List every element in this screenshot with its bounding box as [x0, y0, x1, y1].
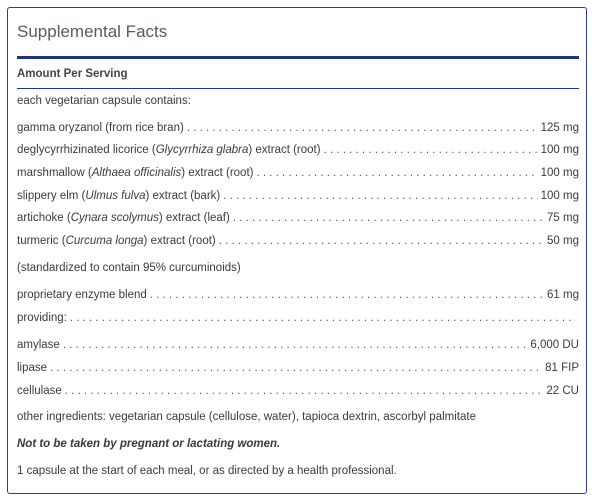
leader-dots	[150, 288, 544, 302]
panel-title: Supplemental Facts	[17, 22, 168, 41]
enzyme-row	[17, 361, 579, 375]
leader-dots	[63, 338, 528, 352]
leader-dots	[223, 189, 537, 203]
ingredient-name: turmeric (Curcuma longa) extract (root)	[17, 235, 216, 247]
ingredient-row	[17, 189, 579, 203]
leader-dots	[233, 211, 544, 225]
leader-dots	[256, 166, 537, 180]
ingredient-row	[17, 166, 579, 180]
enzyme-blend-amount: 61 mg	[547, 289, 579, 301]
enzyme-amount: 22 CU	[546, 385, 579, 397]
title-divider	[17, 56, 579, 59]
enzyme-amount: 6,000 DU	[530, 339, 579, 351]
ingredient-name: deglycyrrhizinated licorice (Glycyrrhiza glabra) extract (root)	[17, 144, 321, 156]
enzyme-amount: 81 FIP	[545, 362, 579, 374]
pregnancy-warning: Not to be taken by pregnant or lactating women.	[17, 438, 281, 450]
enzyme-name: lipase	[17, 362, 48, 374]
enzyme-row	[17, 384, 579, 398]
ingredient-name: artichoke (Cynara scolymus) extract (leaf)	[17, 212, 230, 224]
supplement-facts-panel	[7, 7, 587, 494]
providing-row	[17, 311, 579, 325]
ingredient-amount: 50 mg	[547, 235, 579, 247]
other-ingredients: other ingredients: vegetarian capsule (cellulose, water), tapioca dextrin, ascorbyl palmitate	[17, 411, 476, 423]
enzyme-blend-row	[17, 288, 579, 302]
ingredient-row	[17, 143, 579, 157]
ingredient-amount: 100 mg	[540, 144, 579, 156]
directions: 1 capsule at the start of each meal, or as directed by a health professional.	[17, 465, 397, 477]
header-divider	[17, 88, 579, 89]
leader-dots	[70, 311, 576, 325]
ingredient-name: slippery elm (Ulmus fulva) extract (bark)	[17, 190, 221, 202]
ingredient-amount: 100 mg	[540, 190, 579, 202]
providing-label: providing:	[17, 312, 67, 324]
ingredient-row	[17, 211, 579, 225]
leader-dots	[187, 121, 538, 135]
amount-per-serving-label: Amount Per Serving	[17, 68, 128, 80]
ingredient-amount: 125 mg	[540, 122, 579, 134]
ingredient-name: gamma oryzanol (from rice bran)	[17, 122, 184, 134]
ingredient-amount: 100 mg	[540, 167, 579, 179]
enzyme-name: amylase	[17, 339, 60, 351]
leader-dots	[65, 384, 544, 398]
standardized-note: (standardized to contain 95% curcuminoids)	[17, 262, 241, 274]
enzyme-blend-name: proprietary enzyme blend	[17, 289, 147, 301]
leader-dots	[50, 361, 542, 375]
enzyme-name: cellulase	[17, 385, 62, 397]
ingredient-row	[17, 234, 579, 248]
leader-dots	[324, 143, 538, 157]
ingredient-row	[17, 121, 579, 135]
each-capsule-label: each vegetarian capsule contains:	[17, 95, 191, 107]
ingredient-amount: 75 mg	[547, 212, 579, 224]
enzyme-row	[17, 338, 579, 352]
ingredient-name: marshmallow (Althaea officinalis) extract (root)	[17, 167, 254, 179]
leader-dots	[219, 234, 544, 248]
